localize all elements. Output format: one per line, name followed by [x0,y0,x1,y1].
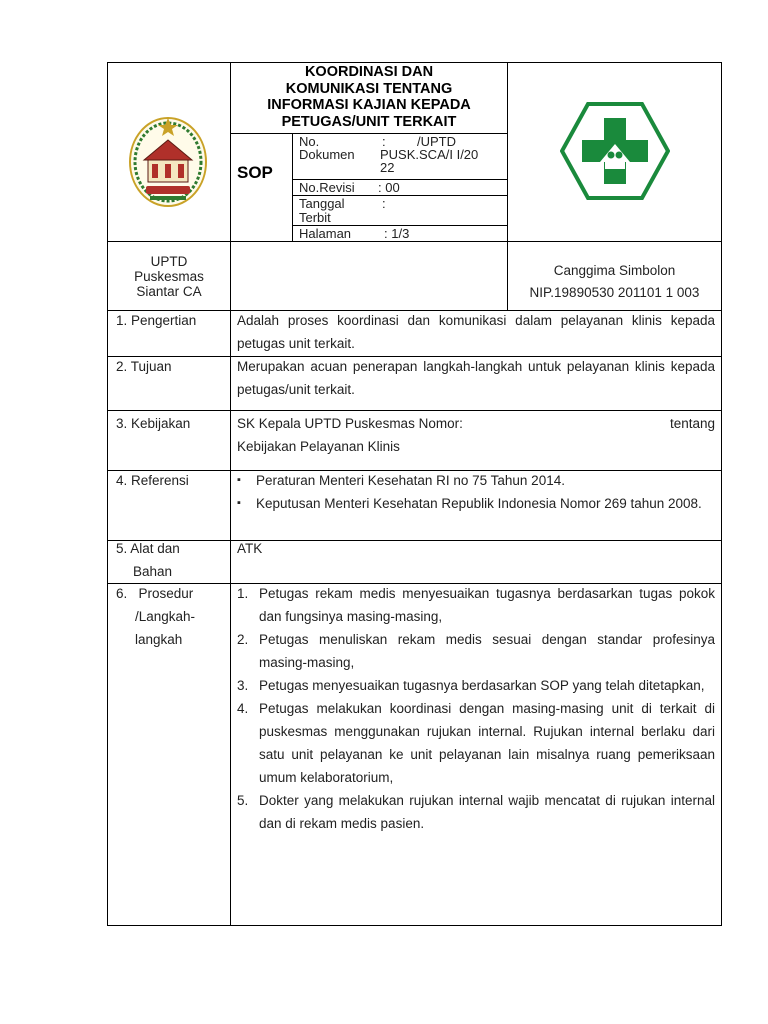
issue-date-label [299,197,345,225]
procedure-step [237,582,715,628]
divider [107,241,722,242]
doc-number-label [299,135,355,161]
step-text: Dokter yang melakukan rujukan internal wajib mencatat di rujukan internal dan di rekam medis pasien. [259,793,715,831]
kebijakan-tentang: tentang [669,416,715,431]
alat-label-line: Bahan [133,564,173,579]
issue-date-label-line: Tanggal [299,196,345,211]
reference-item: ▪ Keputusan Menteri Kesehatan Republik Indonesia Nomor 269 tahun 2008. [237,492,715,515]
divider [230,62,231,926]
organization-name [108,254,230,299]
section-label-pengertian: 1. Pengertian [116,313,197,328]
section-label-referensi: 4. Referensi [116,473,189,488]
step-text: Petugas rekam medis menyesuaikan tugasnya berdasarkan tugas pokok dan fungsinya masing-masing, [259,586,715,624]
puskesmas-logo-icon [560,102,670,200]
doc-number-label-line: Dokumen [299,147,355,162]
issue-date-value: : [382,196,386,211]
section-label-kebijakan: 3. Kebijakan [116,416,191,431]
section-text-kebijakan [237,412,715,458]
section-text-pengertian: Adalah proses koordinasi dan komunikasi dalam pelayanan klinis kepada petugas unit terkait. [237,313,715,351]
step-number: 3. [237,678,249,693]
procedure-step [237,674,715,697]
regional-emblem-icon [126,110,210,210]
step-number: 4. [237,701,249,716]
kebijakan-title: Kebijakan Pelayanan Klinis [237,439,400,454]
procedure-step [237,628,715,674]
doc-number-value-line: 22 [380,160,395,175]
doc-number-value-line: /UPTD [417,134,456,149]
reference-item: ▪ Peraturan Menteri Kesehatan RI no 75 Tahun 2014. [237,469,715,492]
document-title [232,64,506,130]
organization-line: UPTD [150,254,188,269]
title-line: KOMUNIKASI TENTANG [285,80,453,97]
section-text-referensi [237,469,715,515]
revision-label: No.Revisi [299,180,355,195]
title-line: PETUGAS/UNIT TERKAIT [281,113,457,130]
section-text-prosedur [237,582,715,835]
prosedur-label-line: langkah [135,632,183,647]
organization-line: Siantar CA [136,284,202,299]
sop-label: SOP [237,163,273,182]
prosedur-label-line: /Langkah- [135,609,196,624]
divider [107,410,722,411]
organization-line: Puskesmas [134,269,204,284]
kebijakan-sk: SK Kepala UPTD Puskesmas Nomor: [237,416,463,431]
title-line: INFORMASI KAJIAN KEPADA [267,97,471,113]
divider [230,133,507,134]
step-number: 5. [237,793,249,808]
signatory-block [508,260,721,304]
step-number: 1. [237,586,249,601]
page-label: Halaman [299,226,352,241]
issue-date-label-line: Terbit [299,210,331,225]
section-text-tujuan: Merupakan acuan penerapan langkah-langkah untuk pelayanan klinis kepada petugas/unit terkait. [237,359,715,397]
revision-value: : 00 [378,180,400,195]
doc-number-value-line: PUSK.SCA/I I/20 [380,147,479,162]
section-label-alat [116,537,180,583]
step-text: Petugas menuliskan rekam medis sesuai dengan standar profesinya masing-masing, [259,632,715,670]
page-value: : 1/3 [384,226,410,241]
section-text-alat: ATK [237,541,263,556]
signatory-nip: NIP.19890530 201101 1 003 [529,285,700,300]
step-text: Petugas menyesuaikan tugasnya berdasarkan SOP yang telah ditetapkan, [259,678,705,693]
title-line: KOORDINASI DAN [304,64,434,80]
step-number: 2. [237,632,249,647]
section-label-prosedur [116,582,195,651]
section-label-tujuan: 2. Tujuan [116,359,172,374]
procedure-step [237,697,715,789]
prosedur-label-line: 6. Prosedur [116,586,194,601]
procedure-step [237,789,715,835]
doc-number-label-line: No. [299,134,320,149]
step-text: Petugas melakukan koordinasi dengan masing-masing unit di terkait di puskesmas menggunakan rujukan internal. Rujukan internal berlaku dari satu unit pelayanan ke unit pelayanan lain misalnya ruang pemeriksaan umum kelaboratorium, [259,701,715,785]
doc-number-colon: : [382,134,386,149]
alat-label-line: 5. Alat dan [116,541,180,556]
signatory-name: Canggima Simbolon [553,263,676,278]
doc-number-value [380,135,478,174]
